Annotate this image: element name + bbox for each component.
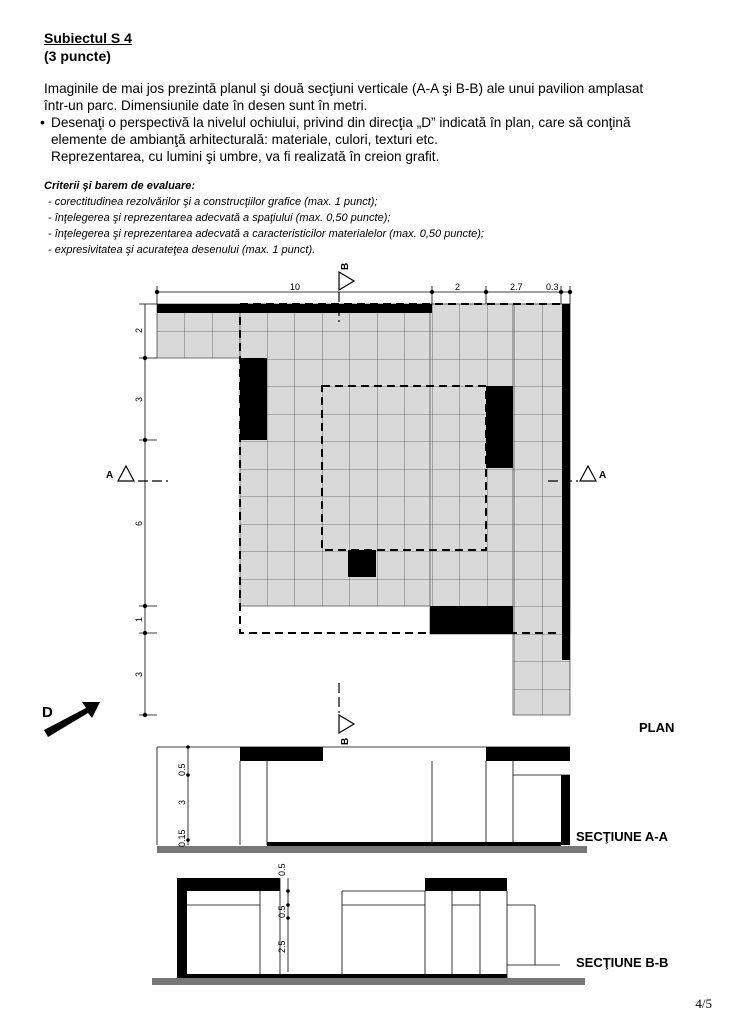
section-b-bottom-label: B xyxy=(340,737,351,745)
plan-floor xyxy=(157,304,570,715)
dim-bb: 2.5 xyxy=(277,940,287,953)
criteria-title: Criterii şi barem de evaluare: xyxy=(44,180,196,192)
section-a-right-label: A xyxy=(599,470,607,481)
task-line-2: elemente de ambianţă arhitecturală: materiale, culori, texturi etc. xyxy=(51,132,438,147)
intro-line-1: Imaginile de mai jos prezintă planul şi două secţiuni verticale (A-A şi B-B) ale unui pavilion amplasat xyxy=(44,81,644,96)
criteria-item: - înţelegerea şi reprezentarea adecvată a spaţiului (max. 0,50 puncte); xyxy=(48,212,391,224)
dim-aa: 0.15 xyxy=(177,829,187,847)
dim-left: 2 xyxy=(134,327,144,333)
dim-left: 6 xyxy=(134,520,144,526)
section-bb-drawing xyxy=(152,878,585,985)
section-bb-label: SECŢIUNE B-B xyxy=(576,955,669,970)
dim-aa: 0.5 xyxy=(177,763,187,776)
intro-line-2: într-un parc. Dimensiunile date în desen sunt în metri. xyxy=(44,98,368,113)
dim-bb: 0.5 xyxy=(277,905,287,918)
dim-top: 0.3 xyxy=(546,282,559,292)
subject-points: (3 puncte) xyxy=(44,48,111,64)
dim-top: 10 xyxy=(290,282,301,292)
section-aa-drawing xyxy=(157,745,587,853)
dim-left: 3 xyxy=(134,671,144,677)
dim-left: 3 xyxy=(134,396,144,402)
direction-label: D xyxy=(42,704,53,721)
plan-label: PLAN xyxy=(639,720,675,735)
plan-left-dimensions xyxy=(139,304,157,717)
criteria-item: - înţelegerea şi reprezentarea adecvată a caracteristicilor materialelor (max. 0,50 puncte); xyxy=(48,228,484,240)
dim-bb: 0.5 xyxy=(277,863,287,876)
section-aa-label: SECŢIUNE A-A xyxy=(576,829,668,844)
dim-aa: 3 xyxy=(177,799,187,805)
task-line-1: Desenaţi o perspectivă la nivelul ochiului, privind din direcţia „D” indicată în plan, care să conţină xyxy=(51,115,631,130)
section-b-top-label: B xyxy=(340,262,351,270)
task-line-3: Reprezentarea, cu lumini şi umbre, va fi realizată în creion grafit. xyxy=(51,149,440,164)
dim-top: 2.7 xyxy=(510,282,523,292)
dim-top: 2 xyxy=(455,282,461,292)
page-number: 4/5 xyxy=(695,996,712,1011)
subject-title: Subiectul S 4 xyxy=(44,30,132,46)
criteria-item: - corectitudinea rezolvărilor şi a construcţiilor grafice (max. 1 punct); xyxy=(48,196,378,208)
section-a-left-label: A xyxy=(106,470,114,481)
criteria-item: - expresivitatea şi acurateţea desenului (max. 1 punct). xyxy=(48,244,316,256)
dim-left: 1 xyxy=(134,616,144,622)
task-bullet: • xyxy=(40,114,45,130)
